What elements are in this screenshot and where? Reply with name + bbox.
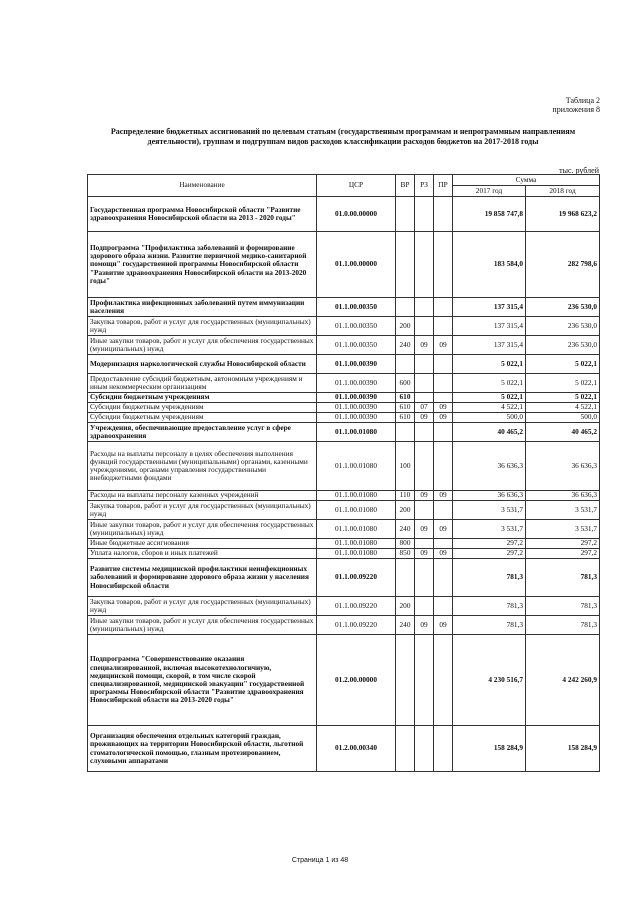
table-row [88,355,600,374]
cell-vr: 240 [396,336,415,355]
table-row [88,317,600,336]
cell-sum-2018: 3 531,7 [526,520,600,539]
cell-pr [434,726,453,772]
units-label: тыс. рублей [559,166,599,175]
table-row [88,403,600,413]
cell-name: Государственная программа Новосибирской области "Развитие здравоохранения Новосибирской области на 2013 - 2020 годы" [88,197,317,232]
cell-name: Иные закупки товаров, работ и услуг для обеспечения государственных (муниципальных) нужд [88,520,317,539]
cell-sum-2017: 5 022,1 [453,355,526,374]
cell-csr: 01.1.00.00390 [317,355,396,374]
cell-rz [415,597,434,616]
cell-rz [415,393,434,403]
cell-csr: 01.1.00.09220 [317,616,396,635]
cell-sum-2018: 236 530,0 [526,317,600,336]
cell-name: Закупка товаров, работ и услуг для государственных (муниципальных) нужд [88,317,317,336]
table-row [88,520,600,539]
cell-sum-2017: 5 022,1 [453,374,526,393]
cell-vr [396,423,415,442]
cell-vr: 850 [396,549,415,559]
cell-vr: 200 [396,317,415,336]
cell-sum-2017: 19 858 747,8 [453,197,526,232]
table-row [88,616,600,635]
col-header-vr: ВР [396,175,415,197]
cell-sum-2018: 40 465,2 [526,423,600,442]
cell-vr [396,197,415,232]
cell-csr: 01.1.00.00390 [317,403,396,413]
table-row [88,442,600,491]
cell-vr [396,298,415,317]
cell-pr [434,374,453,393]
cell-name: Организация обеспечения отдельных категорий граждан, проживающих на территории Новосибирской области, льготной стоматологической помощью, глазным протезированием, слуховыми аппаратами [88,726,317,772]
cell-sum-2018: 282 798,6 [526,232,600,298]
cell-name: Профилактика инфекционных заболеваний путем иммунизации населения [88,298,317,317]
cell-csr: 01.2.00.00340 [317,726,396,772]
cell-vr: 600 [396,374,415,393]
cell-rz [415,442,434,491]
cell-sum-2017: 3 531,7 [453,501,526,520]
table-row [88,298,600,317]
cell-rz: 09 [415,616,434,635]
cell-sum-2017: 4 522,1 [453,403,526,413]
cell-sum-2017: 158 284,9 [453,726,526,772]
cell-rz [415,501,434,520]
col-header-name: Наименование [88,175,317,197]
cell-sum-2018: 236 530,0 [526,336,600,355]
col-header-2018: 2018 год [526,186,600,197]
table-row [88,197,600,232]
cell-name: Субсидии бюджетным учреждениям [88,413,317,423]
cell-sum-2017: 3 531,7 [453,520,526,539]
cell-csr: 01.1.00.00390 [317,393,396,403]
cell-pr: 09 [434,413,453,423]
cell-rz: 07 [415,403,434,413]
cell-vr [396,232,415,298]
cell-csr: 01.1.00.01080 [317,491,396,501]
cell-pr [434,232,453,298]
cell-sum-2018: 781,3 [526,597,600,616]
cell-csr: 01.1.00.09220 [317,597,396,616]
cell-pr: 09 [434,491,453,501]
cell-sum-2017: 40 465,2 [453,423,526,442]
cell-csr: 01.1.00.00000 [317,232,396,298]
cell-csr: 01.1.00.00390 [317,413,396,423]
cell-sum-2017: 137 315,4 [453,336,526,355]
table-row [88,393,600,403]
cell-rz [415,635,434,726]
cell-vr: 800 [396,539,415,549]
cell-pr [434,559,453,597]
cell-sum-2017: 781,3 [453,559,526,597]
cell-csr: 01.1.00.01080 [317,520,396,539]
cell-vr [396,559,415,597]
cell-vr: 240 [396,616,415,635]
cell-vr: 610 [396,413,415,423]
cell-name: Учреждения, обеспечивающие предоставление услуг в сфере здравоохранения [88,423,317,442]
cell-pr [434,539,453,549]
cell-name: Подпрограмма "Совершенствование оказания специализированной, включая высокотехнологичную, медицинской помощи, скорой, в том числе скорой специализированной, медицинской эвакуации" государственной программы Новосибирской области "Развитие здравоохранения Новосибирской области на 2013-2020 годы" [88,635,317,726]
cell-sum-2017: 500,0 [453,413,526,423]
cell-name: Уплата налогов, сборов и иных платежей [88,549,317,559]
cell-pr [434,317,453,336]
cell-sum-2017: 781,3 [453,616,526,635]
cell-sum-2017: 297,2 [453,549,526,559]
cell-pr [434,635,453,726]
cell-vr: 610 [396,393,415,403]
cell-sum-2018: 4 522,1 [526,403,600,413]
cell-csr: 01.1.00.00350 [317,336,396,355]
cell-rz [415,423,434,442]
table-row [88,726,600,772]
col-header-2017: 2017 год [453,186,526,197]
cell-rz [415,374,434,393]
cell-sum-2017: 297,2 [453,539,526,549]
cell-sum-2018: 297,2 [526,549,600,559]
cell-rz: 09 [415,336,434,355]
cell-sum-2018: 3 531,7 [526,501,600,520]
cell-sum-2018: 236 530,0 [526,298,600,317]
cell-sum-2018: 4 242 260,9 [526,635,600,726]
table-number: Таблица 2 [565,96,600,105]
table-row [88,232,600,298]
cell-name: Закупка товаров, работ и услуг для государственных (муниципальных) нужд [88,501,317,520]
cell-sum-2018: 5 022,1 [526,374,600,393]
cell-pr [434,423,453,442]
table-row [88,336,600,355]
cell-rz [415,726,434,772]
cell-pr: 09 [434,336,453,355]
cell-name: Расходы на выплаты персоналу казенных учреждений [88,491,317,501]
cell-csr: 01.0.00.00000 [317,197,396,232]
cell-csr: 01.1.00.01080 [317,442,396,491]
col-header-pr: ПР [434,175,453,197]
cell-pr: 09 [434,549,453,559]
cell-pr [434,197,453,232]
cell-rz [415,197,434,232]
cell-sum-2018: 781,3 [526,616,600,635]
cell-sum-2018: 36 636,3 [526,491,600,501]
table-row [88,635,600,726]
cell-rz [415,317,434,336]
table-row [88,423,600,442]
cell-pr [434,355,453,374]
cell-csr: 01.2.00.00000 [317,635,396,726]
cell-vr [396,635,415,726]
cell-name: Субсидии бюджетным учреждениям [88,393,317,403]
cell-name: Субсидии бюджетным учреждениям [88,403,317,413]
cell-rz: 09 [415,549,434,559]
cell-sum-2017: 137 315,4 [453,298,526,317]
cell-sum-2018: 19 968 623,2 [526,197,600,232]
cell-csr: 01.1.00.00390 [317,374,396,393]
cell-csr: 01.1.00.09220 [317,559,396,597]
cell-name: Подпрограмма "Профилактика заболеваний и формирование здорового образа жизни. Развитие первичной медико-санитарной помощи" государственной программы Новосибирской области "Развитие здравоохранения Новосибирской области на 2013-2020 годы" [88,232,317,298]
cell-sum-2017: 781,3 [453,597,526,616]
cell-name: Предоставление субсидий бюджетным, автономным учреждениям и иным некоммерческим организациям [88,374,317,393]
cell-vr: 110 [396,491,415,501]
cell-sum-2018: 158 284,9 [526,726,600,772]
table-row [88,413,600,423]
cell-sum-2018: 5 022,1 [526,355,600,374]
cell-sum-2017: 183 584,0 [453,232,526,298]
cell-name: Закупка товаров, работ и услуг для государственных (муниципальных) нужд [88,597,317,616]
cell-vr [396,726,415,772]
cell-pr: 09 [434,403,453,413]
cell-sum-2018: 5 022,1 [526,393,600,403]
cell-name: Расходы на выплаты персоналу в целях обеспечения выполнения функций государственными (муниципальными) органами, казенными учреждениями, органами управления государственными внебюджетными фондами [88,442,317,491]
cell-vr: 100 [396,442,415,491]
table-row [88,374,600,393]
cell-sum-2018: 500,0 [526,413,600,423]
cell-name: Развитие системы медицинской профилактики неинфекционных заболеваний и формирование здорового образа жизни у населения Новосибирской области [88,559,317,597]
cell-csr: 01.1.00.01080 [317,501,396,520]
cell-csr: 01.1.00.01080 [317,423,396,442]
cell-name: Иные бюджетные ассигнования [88,539,317,549]
cell-vr: 240 [396,520,415,539]
cell-vr: 200 [396,501,415,520]
cell-vr [396,355,415,374]
cell-rz [415,539,434,549]
cell-csr: 01.1.00.01080 [317,539,396,549]
cell-sum-2017: 36 636,3 [453,442,526,491]
col-header-csr: ЦСР [317,175,396,197]
cell-csr: 01.1.00.00350 [317,317,396,336]
table-row [88,491,600,501]
table-row [88,597,600,616]
cell-pr [434,442,453,491]
cell-rz: 09 [415,413,434,423]
cell-csr: 01.1.00.01080 [317,549,396,559]
cell-rz [415,232,434,298]
table-row [88,559,600,597]
cell-csr: 01.1.00.00350 [317,298,396,317]
appendix-number: приложения 8 [552,105,600,114]
cell-sum-2018: 297,2 [526,539,600,549]
cell-sum-2017: 36 636,3 [453,491,526,501]
cell-pr: 09 [434,616,453,635]
cell-sum-2018: 36 636,3 [526,442,600,491]
cell-vr: 200 [396,597,415,616]
cell-pr [434,597,453,616]
cell-rz: 09 [415,491,434,501]
page-footer: Страница 1 из 48 [291,857,349,864]
cell-pr [434,298,453,317]
document-title: Распределение бюджетных ассигнований по целевым статьям (государственным программам и непрограммным направлениям деятельности), группам и подгруппам видов расходов классификации расходов бюджетов на 2017-2018 годы [110,127,576,146]
cell-vr: 610 [396,403,415,413]
cell-name: Модернизация наркологической службы Новосибирской области [88,355,317,374]
col-header-rz: РЗ [415,175,434,197]
budget-table [87,174,600,772]
cell-name: Иные закупки товаров, работ и услуг для обеспечения государственных (муниципальных) нужд [88,616,317,635]
cell-pr [434,501,453,520]
table-row [88,501,600,520]
cell-pr [434,393,453,403]
cell-sum-2017: 4 230 516,7 [453,635,526,726]
cell-rz [415,355,434,374]
cell-sum-2017: 137 315,4 [453,317,526,336]
cell-pr: 09 [434,520,453,539]
cell-sum-2018: 781,3 [526,559,600,597]
cell-rz: 09 [415,520,434,539]
table-row [88,549,600,559]
table-row [88,539,600,549]
cell-name: Иные закупки товаров, работ и услуг для обеспечения государственных (муниципальных) нужд [88,336,317,355]
cell-rz [415,298,434,317]
cell-rz [415,559,434,597]
cell-sum-2017: 5 022,1 [453,393,526,403]
col-header-sum: Сумма [453,175,600,186]
